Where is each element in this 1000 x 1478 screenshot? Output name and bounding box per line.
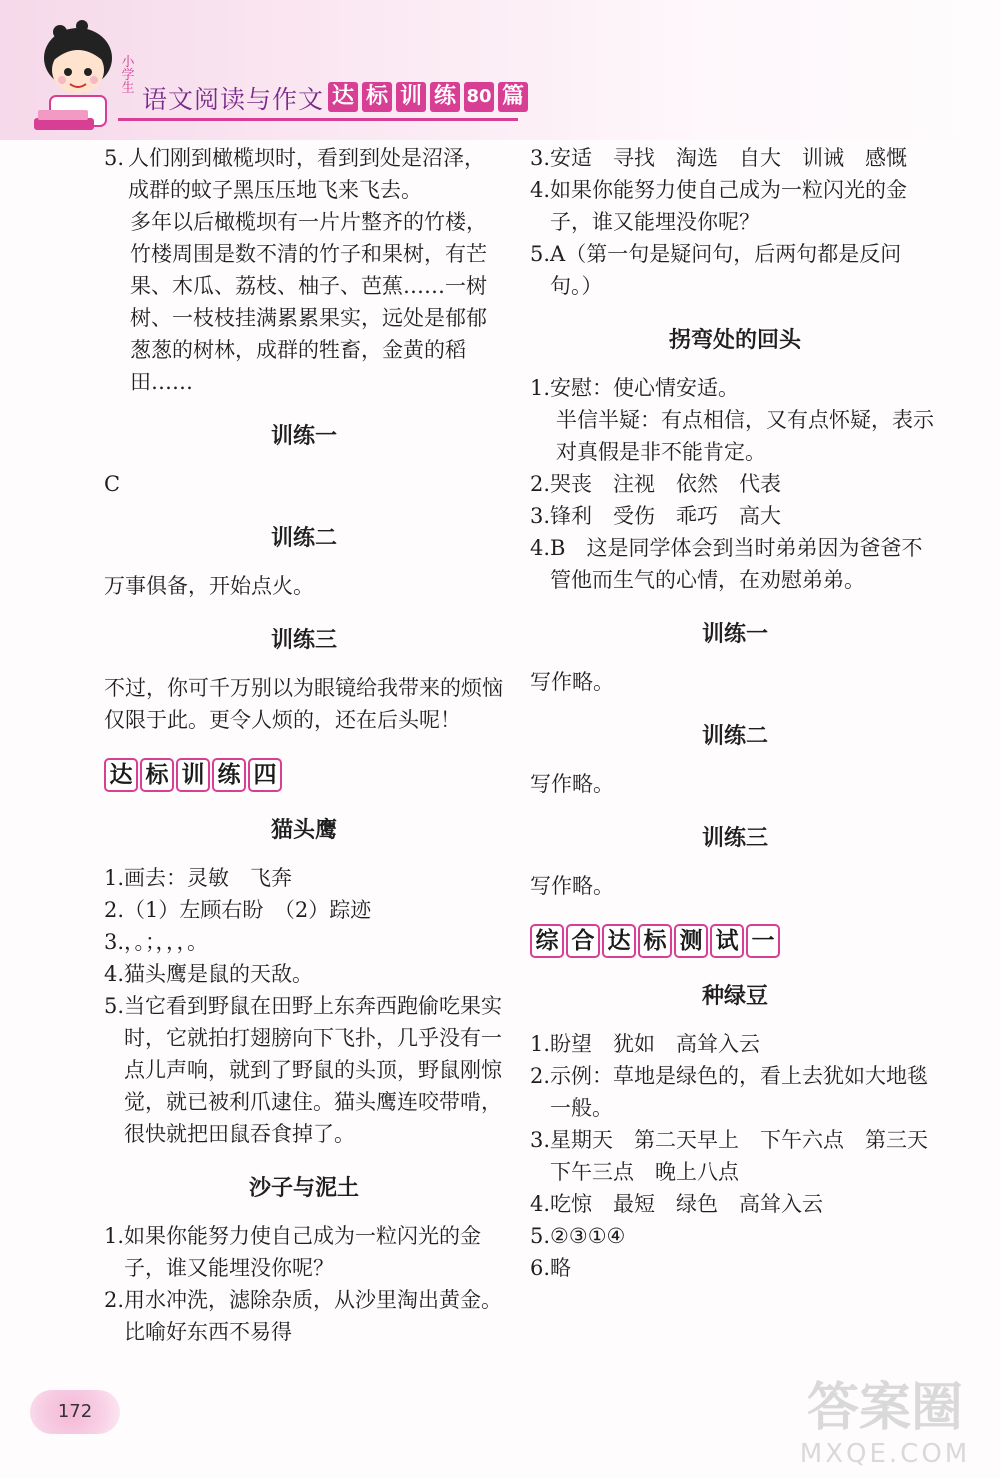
item-text: 安适 寻找 淘选 自大 训诫 感慨 xyxy=(550,146,908,170)
item-number: 4. xyxy=(104,962,125,986)
unit-title-char: 综 xyxy=(530,924,564,958)
section-title: 训练三 xyxy=(701,825,768,851)
series-box-char: 篇 xyxy=(498,82,528,112)
series-small-label: 小学生 xyxy=(121,55,135,96)
answer-paragraph: 多年以后橄榄坝有一片片整齐的竹楼，竹楼周围是数不清的竹子和果树，有芒果、木瓜、荔枝、柚子、芭蕉……一树树、一枝枝挂满累累果实，远处是郁郁葱葱的树林，成群的牲畜，金黄的稻田…… xyxy=(130,210,487,394)
item-text: 如果你能努力使自己成为一粒闪光的金子，谁又能埋没你呢？ xyxy=(550,178,908,234)
item-number: 2. xyxy=(104,1288,125,1312)
answer-item xyxy=(104,990,504,1150)
unit-title-char: 合 xyxy=(566,924,600,958)
item-text: ②③①④ xyxy=(550,1224,626,1248)
item-text: 画去：灵敏 飞奔 xyxy=(124,866,293,890)
series-box-char: 80 xyxy=(464,82,494,112)
item-text: 如果你能努力使自己成为一粒闪光的金子，谁又能埋没你呢？ xyxy=(124,1224,482,1280)
item-number: 5. xyxy=(104,994,125,1018)
item-text: 哭丧 注视 依然 代表 xyxy=(550,472,782,496)
unit-block-title xyxy=(530,924,940,958)
item-text: 安慰：使心情安适。 xyxy=(550,376,740,400)
item-number: 5. xyxy=(530,242,551,266)
series-box-title xyxy=(328,82,528,112)
page-header xyxy=(0,0,1000,140)
answer-text: C xyxy=(104,472,121,496)
section-title: 沙子与泥土 xyxy=(248,1175,359,1201)
item-number: 1. xyxy=(530,1032,551,1056)
answer-text: 不过，你可千万别以为眼镜给我带来的烦恼仅限于此。更令人烦的，还在后头呢！ xyxy=(104,676,503,732)
section-title: 训练二 xyxy=(270,525,337,551)
section-title: 训练三 xyxy=(270,627,337,653)
item-number: 4. xyxy=(530,178,551,202)
item-number: 4. xyxy=(530,536,551,560)
answer-item xyxy=(104,958,504,990)
series-box-char: 标 xyxy=(362,82,392,112)
item-text: 人们刚到橄榄坝时，看到到处是沼泽，成群的蚊子黑压压地飞来飞去。 xyxy=(128,146,486,202)
series-box-char: 达 xyxy=(328,82,358,112)
item-number: 3. xyxy=(104,930,125,954)
series-box-char: 训 xyxy=(396,82,426,112)
answer-item xyxy=(530,1124,950,1188)
item-text: 盼望 犹如 高耸入云 xyxy=(550,1032,761,1056)
item-text: 星期天 第二天早上 下午六点 第三天 下午三点 晚上八点 xyxy=(550,1128,950,1184)
answer-item xyxy=(530,468,940,500)
series-main-title: 语文阅读与作文 xyxy=(142,85,325,114)
section-title: 训练一 xyxy=(701,621,768,647)
section-title: 猫头鹰 xyxy=(270,817,337,843)
item-text: 用水冲洗，滤除杂质，从沙里淘出黄金。比喻好东西不易得 xyxy=(124,1288,503,1344)
item-number: 2. xyxy=(530,1064,551,1088)
item-number: 4. xyxy=(530,1192,551,1216)
unit-title-char: 达 xyxy=(104,758,138,792)
item-text: 猫头鹰是鼠的天敌。 xyxy=(124,962,314,986)
watermark-logo xyxy=(780,1370,990,1470)
section-title: 拐弯处的回头 xyxy=(668,327,801,353)
item-text: 锋利 受伤 乖巧 高大 xyxy=(550,504,782,528)
answer-text: 写作略。 xyxy=(530,670,614,694)
answer-item xyxy=(530,1188,940,1220)
item-number: 3. xyxy=(530,146,551,170)
answer-item xyxy=(104,1220,504,1284)
answer-item xyxy=(530,500,940,532)
section-title: 种绿豆 xyxy=(701,983,768,1009)
item-text: A（第一句是疑问句，后两句都是反问句。） xyxy=(550,242,902,298)
item-number: 5. xyxy=(104,146,125,170)
unit-title-char: 训 xyxy=(176,758,210,792)
left-column xyxy=(104,138,504,1348)
page-number: 172 xyxy=(30,1390,120,1434)
answer-item xyxy=(530,1252,940,1284)
answer-item xyxy=(530,142,940,174)
item-text: 半信半疑：有点相信，又有点怀疑，表示对真假是非不能肯定。 xyxy=(556,408,934,464)
item-number: 3. xyxy=(530,504,551,528)
answer-item xyxy=(530,1220,940,1252)
item-number: 3. xyxy=(530,1128,551,1152)
item-text: 示例：草地是绿色的，看上去犹如大地毯一般。 xyxy=(550,1064,929,1120)
answer-item xyxy=(530,1028,940,1060)
answer-item xyxy=(104,142,504,206)
unit-title-char: 测 xyxy=(674,924,708,958)
unit-title-char: 标 xyxy=(638,924,672,958)
right-column xyxy=(530,138,950,1284)
answer-text: 写作略。 xyxy=(530,772,614,796)
answer-text: 写作略。 xyxy=(530,874,614,898)
unit-title-char: 练 xyxy=(212,758,246,792)
item-text: 吃惊 最短 绿色 高耸入云 xyxy=(550,1192,824,1216)
answer-item xyxy=(530,174,940,238)
item-number: 5. xyxy=(530,1224,551,1248)
item-text: B 这是同学体会到当时弟弟因为爸爸不管他而生气的心情，在劝慰弟弟。 xyxy=(550,536,923,592)
unit-title-char: 一 xyxy=(746,924,780,958)
unit-title-char: 达 xyxy=(602,924,636,958)
item-text: 当它看到野鼠在田野上东奔西跑偷吃果实时，它就拍打翅膀向下飞扑，几乎没有一点儿声响，就到了野鼠的头顶，野鼠刚惊觉，就已被利爪逮住。猫头鹰连咬带啃，很快就把田鼠吞食掉了。 xyxy=(124,994,503,1146)
series-box-char: 练 xyxy=(430,82,460,112)
answer-text: 万事俱备，开始点火。 xyxy=(104,574,314,598)
section-title: 训练二 xyxy=(701,723,768,749)
item-number: 1. xyxy=(104,1224,125,1248)
watermark-line1: 答案圈 xyxy=(806,1378,964,1438)
item-number: 2. xyxy=(530,472,551,496)
answer-item xyxy=(530,1060,940,1124)
answer-item xyxy=(530,238,940,302)
answer-item xyxy=(104,926,504,958)
item-text: ，。；，，，。 xyxy=(124,930,209,954)
section-title: 训练一 xyxy=(270,423,337,449)
answer-item xyxy=(104,1284,504,1348)
item-number: 2. xyxy=(104,898,125,922)
answer-item xyxy=(530,532,940,596)
item-text: （1）左顾右盼 （2）踪迹 xyxy=(124,898,372,922)
item-number: 1. xyxy=(530,376,551,400)
unit-title-char: 试 xyxy=(710,924,744,958)
item-number: 6. xyxy=(530,1256,551,1280)
header-rule xyxy=(118,118,518,121)
unit-title-char: 四 xyxy=(248,758,282,792)
answer-item xyxy=(530,404,940,468)
answer-item xyxy=(104,894,504,926)
unit-title-char: 标 xyxy=(140,758,174,792)
answer-item xyxy=(530,372,940,404)
unit-block-title xyxy=(104,758,504,792)
item-number: 1. xyxy=(104,866,125,890)
item-text: 略 xyxy=(550,1256,572,1280)
watermark-line2: MXQE.COM xyxy=(799,1439,971,1469)
answer-item xyxy=(104,862,504,894)
